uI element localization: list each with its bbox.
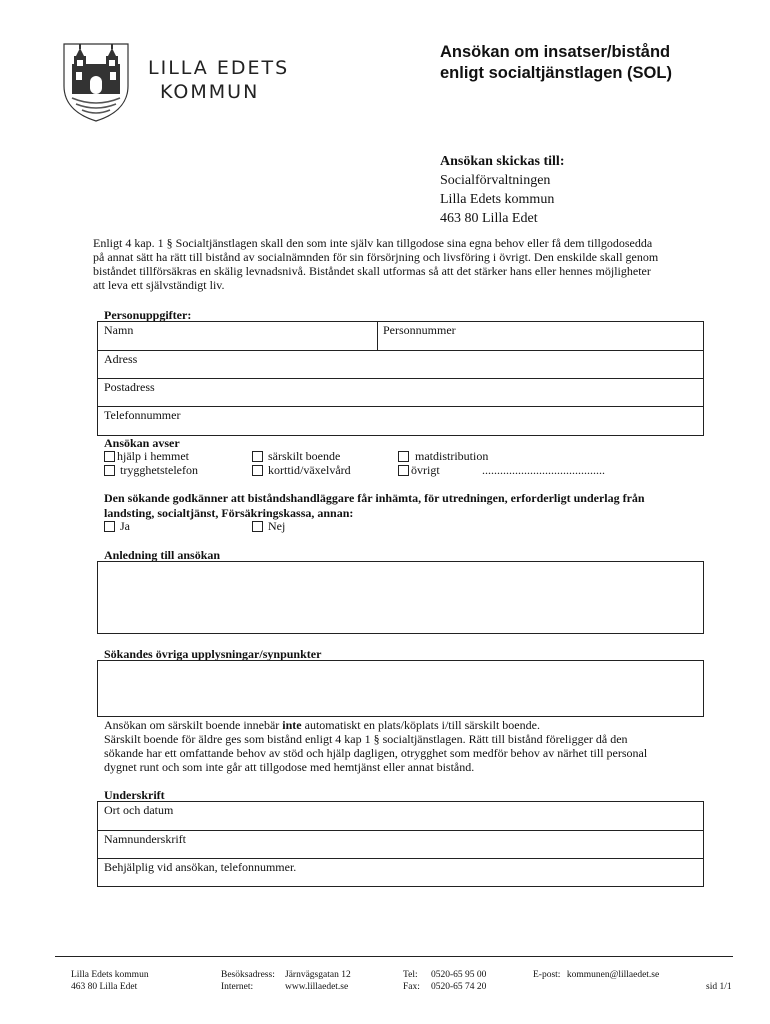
footer-org: Lilla Edets kommun 463 80 Lilla Edet [71, 970, 149, 992]
note-line: sökande har ett omfattande behov av stöd och hjälp dagligen, otrygghet som medför behov av närhet till personal [104, 746, 648, 760]
special-housing-label: särskilt boende [268, 449, 341, 463]
note-line: Ansökan om särskilt boende innebär inte automatiskt en plats/köplats i/till särskilt boende. [104, 718, 540, 732]
meal-delivery-checkbox[interactable] [398, 451, 409, 462]
other-checkbox[interactable] [398, 465, 409, 476]
postal-address-label: Postadress [104, 380, 155, 394]
address-field[interactable] [98, 351, 703, 378]
send-to-heading: Ansökan skickas till: [440, 154, 565, 169]
send-to-line1: Socialförvaltningen [440, 173, 551, 188]
note-line: dygnet runt och som inte går att tillgodose med hemtjänst eller annat bistånd. [104, 760, 475, 774]
page-number: sid 1/1 [706, 982, 732, 992]
short-term-care-checkbox[interactable] [252, 465, 263, 476]
request-section-title: Ansökan avser [104, 436, 180, 450]
name-field[interactable] [98, 322, 377, 350]
footer-visit-label: Besöksadress: Internet: [221, 970, 275, 992]
place-date-label: Ort och datum [104, 803, 174, 817]
safety-phone-checkbox[interactable] [104, 465, 115, 476]
other-info-textarea[interactable] [97, 660, 704, 717]
coat-of-arms-logo [62, 42, 130, 122]
intro-line: att leva ett självständigt liv. [93, 278, 225, 292]
name-label: Namn [104, 323, 134, 337]
personal-details-table [97, 321, 704, 436]
footer-phone-values: 0520-65 95 00 0520-65 74 20 [431, 970, 487, 992]
footer-website-link[interactable]: www.lillaedet.se [285, 982, 349, 992]
other-label: övrigt [411, 463, 440, 477]
safety-phone-label: trygghetstelefon [120, 463, 198, 477]
address-label: Adress [104, 352, 138, 366]
footer-email: E-post: kommunen@lillaedet.se [533, 970, 660, 980]
consent-text-line2: landsting, socialtjänst, Försäkringskassa, annan: [104, 506, 354, 520]
org-name-line2: KOMMUN [160, 81, 260, 103]
send-to-line2: Lilla Edets kommun [440, 192, 555, 207]
consent-no-checkbox[interactable] [252, 521, 263, 532]
personal-section-title: Personuppgifter: [104, 308, 192, 322]
consent-no-label: Nej [268, 519, 286, 533]
footer-visit-value: Järnvägsgatan 12 www.lillaedet.se [285, 970, 351, 992]
footer-divider [55, 956, 733, 957]
other-info-section-title: Sökandes övriga upplysningar/synpunkter [104, 647, 322, 661]
phone-label: Telefonnummer [104, 408, 181, 422]
signature-table [97, 801, 704, 887]
footer-email-link[interactable]: kommunen@lillaedet.se [566, 970, 660, 980]
signature-field[interactable] [98, 831, 703, 858]
intro-line: Enligt 4 kap. 1 § Socialtjänstlagen skall den som inte själv kan tillgodose sina egna behov eller få dem tillgodosedda [93, 236, 653, 250]
send-to-line3: 463 80 Lilla Edet [440, 211, 538, 226]
helper-field[interactable] [98, 859, 703, 886]
helper-label: Behjälplig vid ansökan, telefonnummer. [104, 860, 297, 874]
other-specify-field[interactable]: ......................................... [482, 463, 605, 477]
personal-number-label: Personnummer [383, 323, 456, 337]
consent-yes-label: Ja [120, 519, 130, 533]
intro-paragraph [93, 236, 713, 292]
personal-number-field[interactable] [378, 322, 703, 350]
home-help-checkbox[interactable] [104, 451, 115, 462]
signature-section-title: Underskrift [104, 788, 165, 802]
phone-field[interactable] [98, 407, 703, 435]
intro-line: på annat sätt ha rätt till bistånd av socialnämnden för sin försörjning och livsföring i övrigt. Den enskilde skall genom [93, 250, 659, 264]
special-housing-note [104, 718, 704, 774]
note-line: Särskilt boende för äldre ges som bistånd enligt 4 kap 1 § socialtjänstlagen. Rätt till bistånd föreligger då den [104, 732, 628, 746]
short-term-care-label: korttid/växelvård [268, 463, 351, 477]
reason-textarea[interactable] [97, 561, 704, 634]
footer-phone-labels: Tel: Fax: [403, 970, 420, 992]
signature-label: Namnunderskrift [104, 832, 186, 846]
postal-address-field[interactable] [98, 379, 703, 406]
reason-section-title: Anledning till ansökan [104, 548, 221, 562]
place-date-field[interactable] [98, 802, 703, 830]
special-housing-checkbox[interactable] [252, 451, 263, 462]
send-to-block [440, 152, 564, 228]
form-title-line1: Ansökan om insatser/bistånd [440, 43, 671, 61]
form-title-line2: enligt socialtjänstlagen (SOL) [440, 64, 672, 82]
intro-line: biståndet tillförsäkras en skälig levnadsnivå. Biståndet skall utformas så att det stärker hans eller hennes möjligheter [93, 264, 651, 278]
org-name-line1: LILLA EDETS [148, 57, 290, 79]
home-help-label: hjälp i hemmet [117, 449, 189, 463]
consent-yes-checkbox[interactable] [104, 521, 115, 532]
consent-text-line1: Den sökande godkänner att biståndshandläggare får inhämta, för utredningen, erforderligt underlag från [104, 491, 645, 505]
meal-delivery-label: matdistribution [415, 449, 489, 463]
